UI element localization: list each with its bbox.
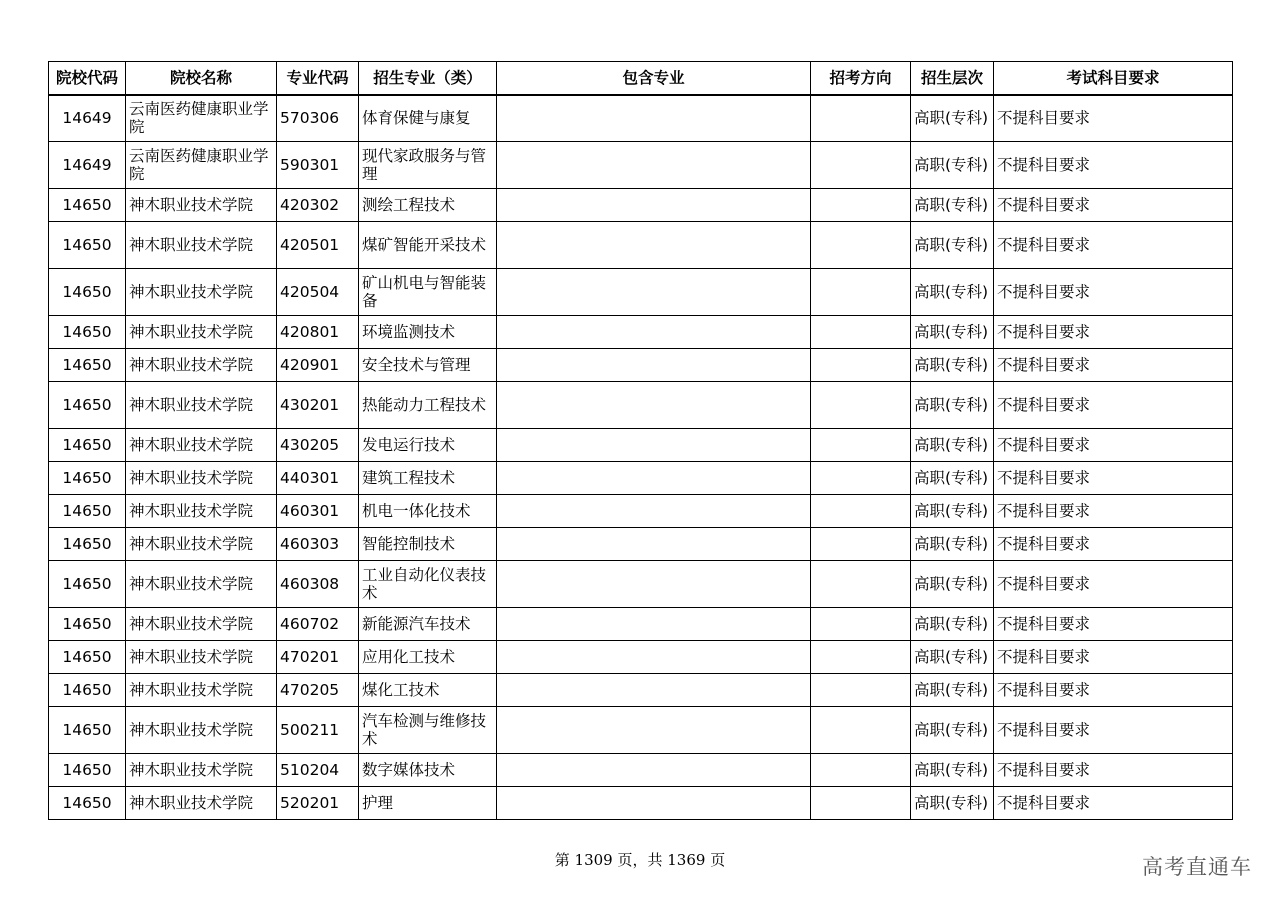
level-cell: 高职(专科) (911, 222, 994, 269)
header-major: 招生专业（类） (359, 62, 497, 95)
direction-cell (811, 429, 911, 462)
school-code-cell: 14650 (49, 674, 126, 707)
table-row (49, 641, 1233, 674)
level-cell: 高职(专科) (911, 142, 994, 189)
level-cell: 高职(专科) (911, 495, 994, 528)
major-code-cell: 460308 (277, 561, 359, 608)
level-cell: 高职(专科) (911, 608, 994, 641)
major-cell: 护理 (359, 787, 497, 820)
major-cell: 环境监测技术 (359, 316, 497, 349)
level-cell: 高职(专科) (911, 462, 994, 495)
exam-requirement-cell: 不提科目要求 (994, 707, 1233, 754)
level-cell: 高职(专科) (911, 95, 994, 142)
major-cell: 安全技术与管理 (359, 349, 497, 382)
table-row (49, 528, 1233, 561)
included-majors-cell (497, 269, 811, 316)
school-name-cell: 神木职业技术学院 (126, 222, 277, 269)
school-name-cell: 神木职业技术学院 (126, 349, 277, 382)
table-row (49, 189, 1233, 222)
level-cell: 高职(专科) (911, 674, 994, 707)
header-school-name: 院校名称 (126, 62, 277, 95)
school-code-cell: 14650 (49, 222, 126, 269)
school-code-cell: 14650 (49, 787, 126, 820)
exam-requirement-cell: 不提科目要求 (994, 495, 1233, 528)
included-majors-cell (497, 142, 811, 189)
exam-requirement-cell: 不提科目要求 (994, 641, 1233, 674)
major-code-cell: 430205 (277, 429, 359, 462)
school-name-cell: 神木职业技术学院 (126, 674, 277, 707)
school-name-cell: 神木职业技术学院 (126, 754, 277, 787)
exam-requirement-cell: 不提科目要求 (994, 349, 1233, 382)
school-code-cell: 14650 (49, 641, 126, 674)
direction-cell (811, 495, 911, 528)
table-row (49, 495, 1233, 528)
included-majors-cell (497, 641, 811, 674)
table-row (49, 269, 1233, 316)
major-code-cell: 420901 (277, 349, 359, 382)
major-cell: 机电一体化技术 (359, 495, 497, 528)
major-cell: 热能动力工程技术 (359, 382, 497, 429)
exam-requirement-cell: 不提科目要求 (994, 222, 1233, 269)
header-school-code: 院校代码 (49, 62, 126, 95)
school-name-cell: 云南医药健康职业学院 (126, 95, 277, 142)
school-name-cell: 神木职业技术学院 (126, 707, 277, 754)
exam-requirement-cell: 不提科目要求 (994, 608, 1233, 641)
exam-requirement-cell: 不提科目要求 (994, 269, 1233, 316)
school-code-cell: 14650 (49, 429, 126, 462)
major-cell: 新能源汽车技术 (359, 608, 497, 641)
direction-cell (811, 674, 911, 707)
major-code-cell: 420501 (277, 222, 359, 269)
included-majors-cell (497, 608, 811, 641)
direction-cell (811, 382, 911, 429)
exam-requirement-cell: 不提科目要求 (994, 316, 1233, 349)
school-code-cell: 14650 (49, 382, 126, 429)
exam-requirement-cell: 不提科目要求 (994, 754, 1233, 787)
header-level: 招生层次 (911, 62, 994, 95)
level-cell: 高职(专科) (911, 349, 994, 382)
direction-cell (811, 608, 911, 641)
included-majors-cell (497, 316, 811, 349)
school-name-cell: 神木职业技术学院 (126, 528, 277, 561)
included-majors-cell (497, 189, 811, 222)
school-code-cell: 14650 (49, 495, 126, 528)
major-code-cell: 460301 (277, 495, 359, 528)
school-name-cell: 神木职业技术学院 (126, 462, 277, 495)
exam-requirement-cell: 不提科目要求 (994, 561, 1233, 608)
major-code-cell: 500211 (277, 707, 359, 754)
school-code-cell: 14650 (49, 269, 126, 316)
school-name-cell: 神木职业技术学院 (126, 608, 277, 641)
major-code-cell: 420801 (277, 316, 359, 349)
level-cell: 高职(专科) (911, 528, 994, 561)
exam-requirement-cell: 不提科目要求 (994, 189, 1233, 222)
school-code-cell: 14650 (49, 754, 126, 787)
direction-cell (811, 707, 911, 754)
exam-requirement-cell: 不提科目要求 (994, 429, 1233, 462)
major-code-cell: 430201 (277, 382, 359, 429)
included-majors-cell (497, 707, 811, 754)
major-cell: 建筑工程技术 (359, 462, 497, 495)
table-row (49, 222, 1233, 269)
major-code-cell: 460303 (277, 528, 359, 561)
school-code-cell: 14650 (49, 349, 126, 382)
major-cell: 发电运行技术 (359, 429, 497, 462)
direction-cell (811, 561, 911, 608)
included-majors-cell (497, 674, 811, 707)
table-row (49, 142, 1233, 189)
table-row (49, 462, 1233, 495)
direction-cell (811, 754, 911, 787)
major-code-cell: 470205 (277, 674, 359, 707)
school-code-cell: 14650 (49, 608, 126, 641)
major-code-cell: 420302 (277, 189, 359, 222)
school-name-cell: 神木职业技术学院 (126, 189, 277, 222)
school-name-cell: 神木职业技术学院 (126, 429, 277, 462)
included-majors-cell (497, 561, 811, 608)
level-cell: 高职(专科) (911, 561, 994, 608)
included-majors-cell (497, 754, 811, 787)
major-cell: 工业自动化仪表技术 (359, 561, 497, 608)
direction-cell (811, 528, 911, 561)
exam-requirement-cell: 不提科目要求 (994, 528, 1233, 561)
included-majors-cell (497, 787, 811, 820)
level-cell: 高职(专科) (911, 269, 994, 316)
exam-requirement-cell: 不提科目要求 (994, 95, 1233, 142)
table-row (49, 382, 1233, 429)
included-majors-cell (497, 95, 811, 142)
school-name-cell: 神木职业技术学院 (126, 382, 277, 429)
major-cell: 数字媒体技术 (359, 754, 497, 787)
direction-cell (811, 787, 911, 820)
school-code-cell: 14649 (49, 95, 126, 142)
table-row (49, 754, 1233, 787)
exam-requirement-cell: 不提科目要求 (994, 382, 1233, 429)
major-code-cell: 460702 (277, 608, 359, 641)
level-cell: 高职(专科) (911, 429, 994, 462)
included-majors-cell (497, 495, 811, 528)
exam-requirement-cell: 不提科目要求 (994, 462, 1233, 495)
school-name-cell: 云南医药健康职业学院 (126, 142, 277, 189)
header-direction: 招考方向 (811, 62, 911, 95)
school-code-cell: 14650 (49, 316, 126, 349)
table-row (49, 429, 1233, 462)
school-code-cell: 14650 (49, 528, 126, 561)
included-majors-cell (497, 222, 811, 269)
major-cell: 现代家政服务与管理 (359, 142, 497, 189)
school-code-cell: 14649 (49, 142, 126, 189)
direction-cell (811, 349, 911, 382)
school-code-cell: 14650 (49, 462, 126, 495)
school-code-cell: 14650 (49, 189, 126, 222)
major-code-cell: 440301 (277, 462, 359, 495)
direction-cell (811, 95, 911, 142)
level-cell: 高职(专科) (911, 787, 994, 820)
exam-requirement-cell: 不提科目要求 (994, 674, 1233, 707)
level-cell: 高职(专科) (911, 641, 994, 674)
table-row (49, 349, 1233, 382)
direction-cell (811, 641, 911, 674)
table-row (49, 707, 1233, 754)
level-cell: 高职(专科) (911, 754, 994, 787)
major-cell: 智能控制技术 (359, 528, 497, 561)
direction-cell (811, 222, 911, 269)
major-cell: 汽车检测与维修技术 (359, 707, 497, 754)
table-row (49, 674, 1233, 707)
major-cell: 应用化工技术 (359, 641, 497, 674)
level-cell: 高职(专科) (911, 189, 994, 222)
major-code-cell: 420504 (277, 269, 359, 316)
direction-cell (811, 269, 911, 316)
level-cell: 高职(专科) (911, 707, 994, 754)
major-code-cell: 470201 (277, 641, 359, 674)
included-majors-cell (497, 528, 811, 561)
included-majors-cell (497, 429, 811, 462)
major-code-cell: 590301 (277, 142, 359, 189)
school-name-cell: 神木职业技术学院 (126, 641, 277, 674)
header-major-code: 专业代码 (277, 62, 359, 95)
major-cell: 煤化工技术 (359, 674, 497, 707)
included-majors-cell (497, 462, 811, 495)
included-majors-cell (497, 349, 811, 382)
school-name-cell: 神木职业技术学院 (126, 787, 277, 820)
school-name-cell: 神木职业技术学院 (126, 316, 277, 349)
table-row (49, 608, 1233, 641)
major-code-cell: 520201 (277, 787, 359, 820)
included-majors-cell (497, 382, 811, 429)
header-exam-requirement: 考试科目要求 (994, 62, 1233, 95)
table-header-row (49, 62, 1233, 95)
table-row (49, 787, 1233, 820)
direction-cell (811, 316, 911, 349)
table-row (49, 95, 1233, 142)
watermark: 高考直通车 (1142, 855, 1252, 879)
school-name-cell: 神木职业技术学院 (126, 561, 277, 608)
page-footer: 第 1309 页，共 1369 页 (554, 851, 726, 869)
major-cell: 矿山机电与智能装备 (359, 269, 497, 316)
table-row (49, 316, 1233, 349)
major-cell: 煤矿智能开采技术 (359, 222, 497, 269)
direction-cell (811, 462, 911, 495)
major-cell: 体育保健与康复 (359, 95, 497, 142)
header-included-majors: 包含专业 (497, 62, 811, 95)
school-code-cell: 14650 (49, 561, 126, 608)
school-code-cell: 14650 (49, 707, 126, 754)
school-name-cell: 神木职业技术学院 (126, 495, 277, 528)
level-cell: 高职(专科) (911, 316, 994, 349)
table-row (49, 561, 1233, 608)
school-name-cell: 神木职业技术学院 (126, 269, 277, 316)
exam-requirement-cell: 不提科目要求 (994, 787, 1233, 820)
admissions-table (48, 61, 1233, 820)
exam-requirement-cell: 不提科目要求 (994, 142, 1233, 189)
major-cell: 测绘工程技术 (359, 189, 497, 222)
level-cell: 高职(专科) (911, 382, 994, 429)
direction-cell (811, 142, 911, 189)
direction-cell (811, 189, 911, 222)
major-code-cell: 570306 (277, 95, 359, 142)
major-code-cell: 510204 (277, 754, 359, 787)
